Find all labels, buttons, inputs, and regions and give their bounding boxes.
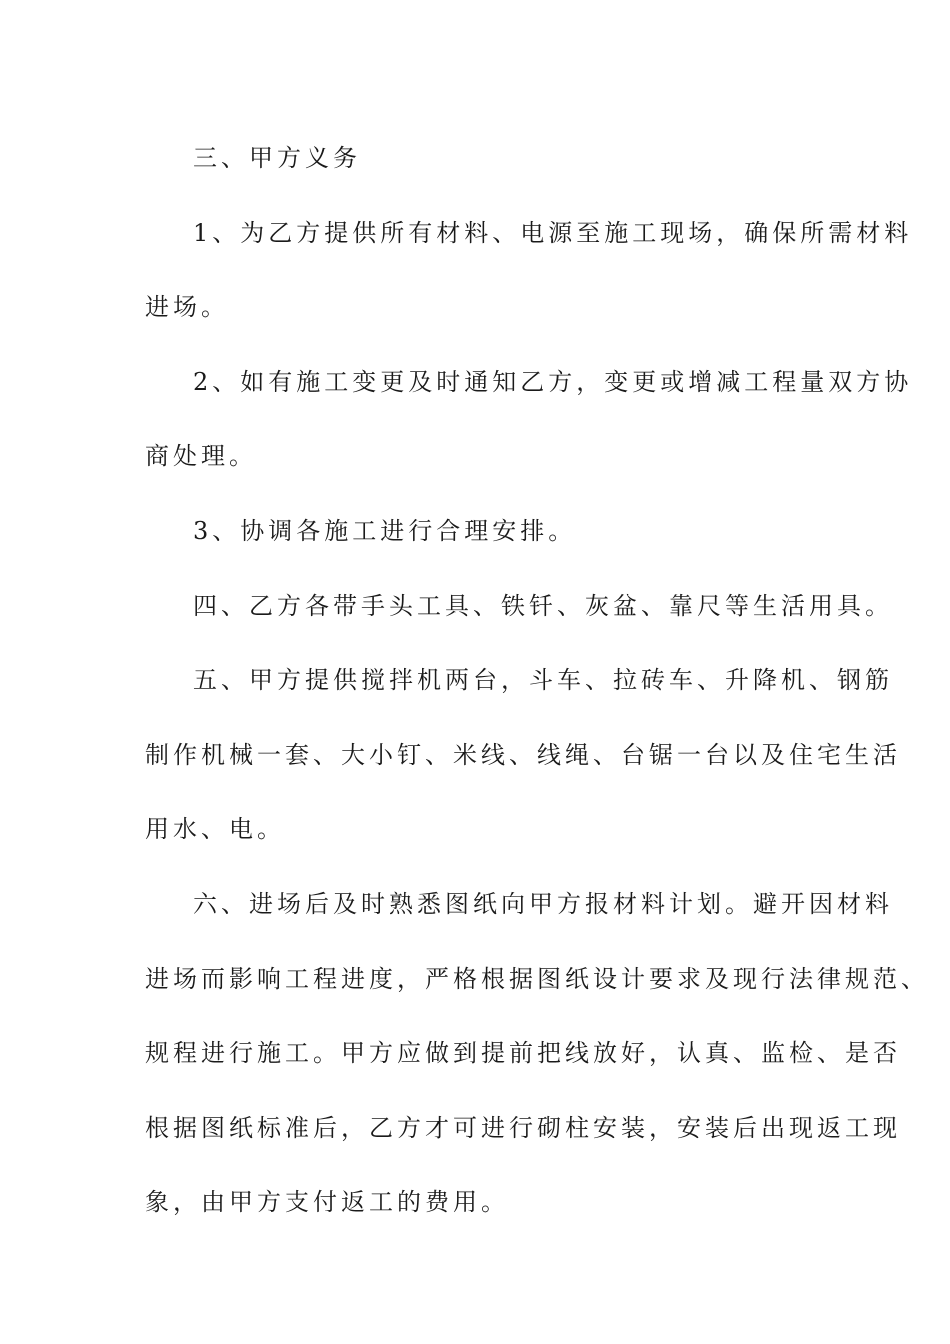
document-body — [145, 121, 929, 1240]
text-line: 2、如有施工变更及时通知乙方，变更或增减工程量双方协 — [193, 367, 913, 396]
section-heading-party-a-equipment: 五、甲方提供搅拌机两台，斗车、拉砖车、升降机、钢筋 — [193, 666, 893, 695]
section-heading-party-a-obligations: 三、甲方义务 — [193, 144, 361, 172]
text-line: 根据图纸标准后，乙方才可进行砌柱安装，安装后出现返工现 — [145, 1113, 901, 1142]
text-line: 进场而影响工程进度，严格根据图纸设计要求及现行法律规范、 — [145, 964, 929, 993]
section-heading-material-plan: 六、进场后及时熟悉图纸向甲方报材料计划。避开因材料 — [193, 889, 893, 918]
text-line: 象，由甲方支付返工的费用。 — [145, 1188, 509, 1217]
section-heading-party-b-tools: 四、乙方各带手头工具、铁钎、灰盆、靠尺等生活用具。 — [193, 591, 893, 620]
text-line: 商处理。 — [145, 442, 257, 471]
text-line: 3、协调各施工进行合理安排。 — [193, 516, 577, 545]
text-line: 规程进行施工。甲方应做到提前把线放好，认真、监检、是否 — [145, 1039, 901, 1068]
text-line: 用水、电。 — [145, 815, 285, 844]
text-line: 1、为乙方提供所有材料、电源至施工现场，确保所需材料 — [193, 218, 913, 247]
text-line: 制作机械一套、大小钉、米线、线绳、台锯一台以及住宅生活 — [145, 740, 901, 769]
text-line: 进场。 — [145, 293, 229, 322]
